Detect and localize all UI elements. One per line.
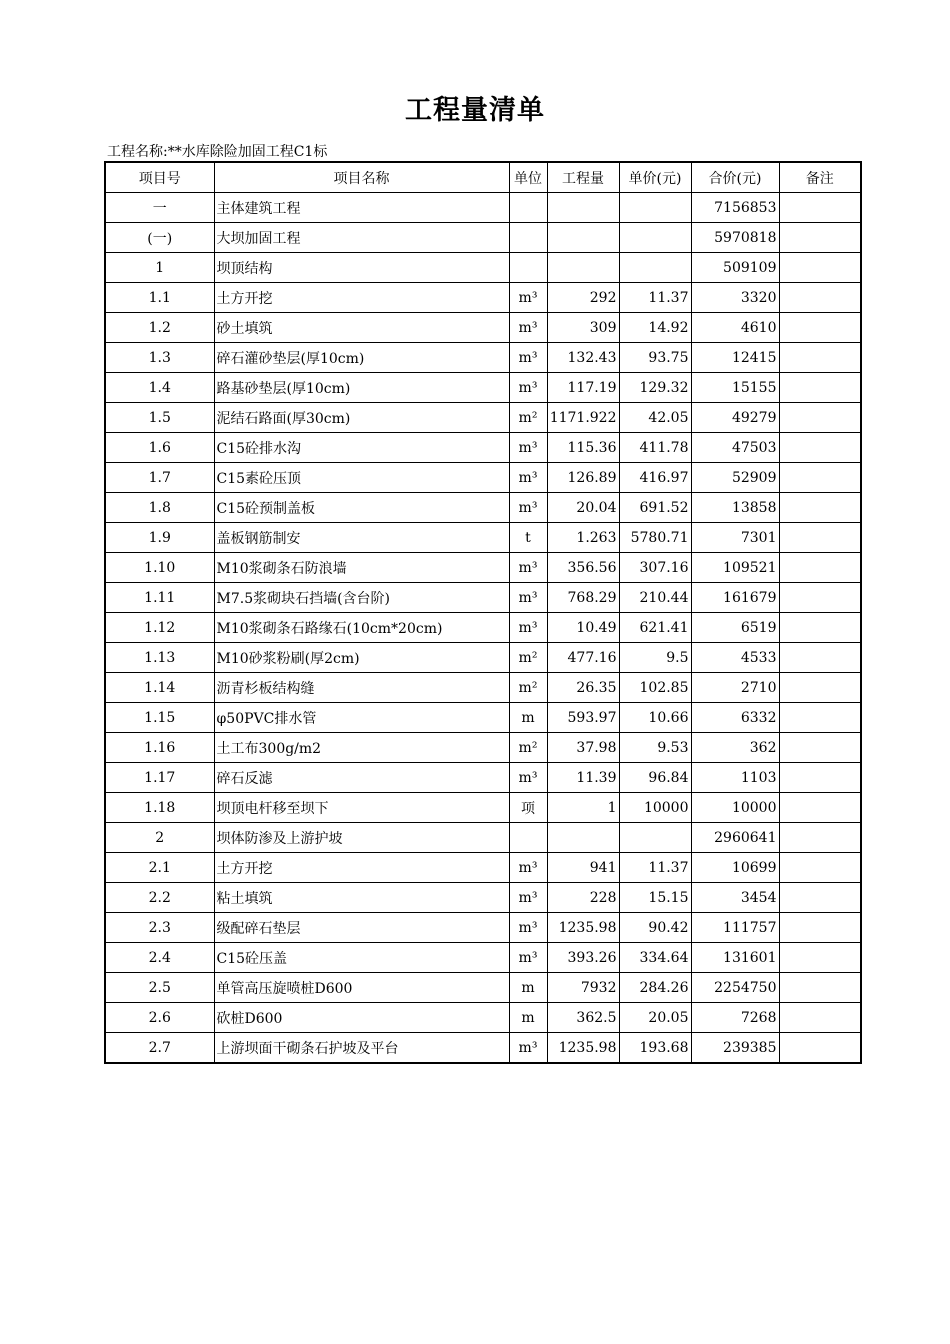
item-total-price: 2710 (691, 673, 779, 703)
item-quantity (547, 823, 619, 853)
item-total-price: 6332 (691, 703, 779, 733)
item-unit-price: 9.5 (619, 643, 691, 673)
item-no: 2.5 (105, 973, 214, 1003)
item-no: 1.17 (105, 763, 214, 793)
item-remarks (779, 193, 861, 223)
item-remarks (779, 463, 861, 493)
item-unit-price: 10000 (619, 793, 691, 823)
item-quantity: 292 (547, 283, 619, 313)
item-quantity: 356.56 (547, 553, 619, 583)
item-unit-price: 10.66 (619, 703, 691, 733)
item-quantity (547, 253, 619, 283)
item-total-price: 47503 (691, 433, 779, 463)
item-total-price: 2254750 (691, 973, 779, 1003)
item-total-price: 239385 (691, 1033, 779, 1064)
item-remarks (779, 373, 861, 403)
item-quantity: 941 (547, 853, 619, 883)
item-unit: m³ (509, 913, 547, 943)
item-unit-price: 411.78 (619, 433, 691, 463)
item-unit: m³ (509, 313, 547, 343)
item-unit-price: 42.05 (619, 403, 691, 433)
table-row (105, 613, 861, 643)
item-total-price: 10000 (691, 793, 779, 823)
item-unit-price (619, 223, 691, 253)
item-no: 2.3 (105, 913, 214, 943)
item-name: 坝顶结构 (214, 253, 509, 283)
table-row (105, 643, 861, 673)
item-unit: m (509, 1003, 547, 1033)
item-remarks (779, 523, 861, 553)
item-remarks (779, 673, 861, 703)
item-unit: m² (509, 643, 547, 673)
item-unit: t (509, 523, 547, 553)
table-row (105, 943, 861, 973)
item-remarks (779, 493, 861, 523)
item-name: M7.5浆砌块石挡墙(含台阶) (214, 583, 509, 613)
item-total-price: 10699 (691, 853, 779, 883)
item-name: 坝体防渗及上游护坡 (214, 823, 509, 853)
header-total-price: 合价(元) (691, 162, 779, 193)
item-unit (509, 223, 547, 253)
item-total-price: 111757 (691, 913, 779, 943)
item-no: 1.18 (105, 793, 214, 823)
bill-of-quantities-table (104, 161, 862, 1064)
table-row (105, 193, 861, 223)
item-name: C15砼压盖 (214, 943, 509, 973)
item-quantity: 132.43 (547, 343, 619, 373)
item-remarks (779, 703, 861, 733)
item-remarks (779, 403, 861, 433)
item-quantity (547, 223, 619, 253)
item-total-price: 362 (691, 733, 779, 763)
item-quantity: 7932 (547, 973, 619, 1003)
item-quantity (547, 193, 619, 223)
item-quantity: 26.35 (547, 673, 619, 703)
item-unit-price: 5780.71 (619, 523, 691, 553)
item-unit (509, 193, 547, 223)
item-unit-price (619, 253, 691, 283)
header-remarks: 备注 (779, 162, 861, 193)
item-quantity: 393.26 (547, 943, 619, 973)
item-name: 粘土填筑 (214, 883, 509, 913)
item-unit-price: 93.75 (619, 343, 691, 373)
table-row (105, 913, 861, 943)
table-row (105, 253, 861, 283)
item-unit: m³ (509, 373, 547, 403)
item-remarks (779, 763, 861, 793)
item-no: 1.4 (105, 373, 214, 403)
item-quantity: 115.36 (547, 433, 619, 463)
item-unit-price: 102.85 (619, 673, 691, 703)
table-row (105, 223, 861, 253)
item-name: M10浆砌条石防浪墙 (214, 553, 509, 583)
item-quantity: 126.89 (547, 463, 619, 493)
table-body (105, 193, 861, 1064)
item-quantity: 1235.98 (547, 1033, 619, 1064)
item-remarks (779, 613, 861, 643)
item-total-price: 3454 (691, 883, 779, 913)
item-quantity: 20.04 (547, 493, 619, 523)
item-quantity: 477.16 (547, 643, 619, 673)
item-name: 沥青杉板结构缝 (214, 673, 509, 703)
item-no: 2 (105, 823, 214, 853)
item-quantity: 117.19 (547, 373, 619, 403)
item-no: 1.14 (105, 673, 214, 703)
header-item-name: 项目名称 (214, 162, 509, 193)
item-total-price: 3320 (691, 283, 779, 313)
table-row (105, 853, 861, 883)
item-unit-price: 210.44 (619, 583, 691, 613)
item-total-price: 131601 (691, 943, 779, 973)
item-unit-price: 90.42 (619, 913, 691, 943)
item-name: 坝顶电杆移至坝下 (214, 793, 509, 823)
item-remarks (779, 883, 861, 913)
item-no: 1.11 (105, 583, 214, 613)
item-remarks (779, 553, 861, 583)
item-total-price: 2960641 (691, 823, 779, 853)
item-unit: m³ (509, 853, 547, 883)
table-row (105, 463, 861, 493)
item-name: 碎石灌砂垫层(厚10cm) (214, 343, 509, 373)
item-remarks (779, 583, 861, 613)
item-total-price: 12415 (691, 343, 779, 373)
item-name: 上游坝面干砌条石护坡及平台 (214, 1033, 509, 1064)
item-unit-price: 193.68 (619, 1033, 691, 1064)
item-unit-price (619, 193, 691, 223)
table-row (105, 823, 861, 853)
item-no: 1.8 (105, 493, 214, 523)
item-unit: 项 (509, 793, 547, 823)
item-name: 路基砂垫层(厚10cm) (214, 373, 509, 403)
item-name: 碎石反滤 (214, 763, 509, 793)
item-no: 2.2 (105, 883, 214, 913)
item-unit-price: 11.37 (619, 283, 691, 313)
table-row (105, 343, 861, 373)
item-total-price: 15155 (691, 373, 779, 403)
item-unit: m³ (509, 433, 547, 463)
table-row (105, 433, 861, 463)
table-row (105, 1003, 861, 1033)
table-row (105, 313, 861, 343)
item-remarks (779, 853, 861, 883)
header-unit-price: 单价(元) (619, 162, 691, 193)
item-quantity: 11.39 (547, 763, 619, 793)
item-no: 2.1 (105, 853, 214, 883)
table-row (105, 553, 861, 583)
table-row (105, 493, 861, 523)
table-row (105, 883, 861, 913)
item-unit: m³ (509, 583, 547, 613)
item-unit: m³ (509, 553, 547, 583)
item-unit-price: 334.64 (619, 943, 691, 973)
item-name: 单管高压旋喷桩D600 (214, 973, 509, 1003)
item-unit-price: 20.05 (619, 1003, 691, 1033)
table-row (105, 793, 861, 823)
item-quantity: 1171.922 (547, 403, 619, 433)
header-quantity: 工程量 (547, 162, 619, 193)
item-unit-price: 11.37 (619, 853, 691, 883)
item-unit: m³ (509, 1033, 547, 1064)
item-no: 2.6 (105, 1003, 214, 1033)
item-unit-price: 96.84 (619, 763, 691, 793)
item-remarks (779, 283, 861, 313)
item-quantity: 228 (547, 883, 619, 913)
item-unit: m² (509, 733, 547, 763)
item-name: C15砼排水沟 (214, 433, 509, 463)
item-total-price: 109521 (691, 553, 779, 583)
item-name: 砂土填筑 (214, 313, 509, 343)
item-name: 大坝加固工程 (214, 223, 509, 253)
item-unit-price: 416.97 (619, 463, 691, 493)
item-no: (一) (105, 223, 214, 253)
item-no: 1 (105, 253, 214, 283)
item-unit-price: 9.53 (619, 733, 691, 763)
item-quantity: 37.98 (547, 733, 619, 763)
item-remarks (779, 793, 861, 823)
header-item-no: 项目号 (105, 162, 214, 193)
item-unit: m³ (509, 883, 547, 913)
item-unit: m³ (509, 943, 547, 973)
item-total-price: 13858 (691, 493, 779, 523)
item-quantity: 768.29 (547, 583, 619, 613)
item-unit: m² (509, 403, 547, 433)
item-name: 泥结石路面(厚30cm) (214, 403, 509, 433)
item-total-price: 7268 (691, 1003, 779, 1033)
item-no: 1.1 (105, 283, 214, 313)
table-row (105, 283, 861, 313)
item-unit: m³ (509, 343, 547, 373)
item-unit-price: 129.32 (619, 373, 691, 403)
item-remarks (779, 643, 861, 673)
item-quantity: 362.5 (547, 1003, 619, 1033)
item-total-price: 52909 (691, 463, 779, 493)
item-unit-price: 15.15 (619, 883, 691, 913)
item-total-price: 4533 (691, 643, 779, 673)
item-remarks (779, 343, 861, 373)
item-unit: m (509, 703, 547, 733)
item-unit-price: 691.52 (619, 493, 691, 523)
item-remarks (779, 1003, 861, 1033)
item-unit-price: 307.16 (619, 553, 691, 583)
item-name: C15砼预制盖板 (214, 493, 509, 523)
item-total-price: 49279 (691, 403, 779, 433)
item-unit: m³ (509, 613, 547, 643)
project-name: 工程名称:**水库除险加固工程C1标 (107, 144, 328, 160)
item-no: 1.15 (105, 703, 214, 733)
item-unit: m³ (509, 493, 547, 523)
table-row (105, 403, 861, 433)
item-unit: m (509, 973, 547, 1003)
item-total-price: 7156853 (691, 193, 779, 223)
item-no: 1.16 (105, 733, 214, 763)
item-quantity: 309 (547, 313, 619, 343)
table-row (105, 523, 861, 553)
item-quantity: 1235.98 (547, 913, 619, 943)
item-unit-price: 14.92 (619, 313, 691, 343)
item-remarks (779, 973, 861, 1003)
item-quantity: 1.263 (547, 523, 619, 553)
header-unit: 单位 (509, 162, 547, 193)
item-total-price: 6519 (691, 613, 779, 643)
item-no: 一 (105, 193, 214, 223)
item-no: 1.10 (105, 553, 214, 583)
item-no: 1.13 (105, 643, 214, 673)
item-name: C15素砼压顶 (214, 463, 509, 493)
table-row (105, 973, 861, 1003)
item-remarks (779, 943, 861, 973)
item-name: 土方开挖 (214, 853, 509, 883)
item-unit (509, 253, 547, 283)
item-unit-price (619, 823, 691, 853)
item-remarks (779, 313, 861, 343)
item-remarks (779, 1033, 861, 1064)
item-remarks (779, 913, 861, 943)
item-unit: m³ (509, 463, 547, 493)
item-remarks (779, 253, 861, 283)
item-unit-price: 284.26 (619, 973, 691, 1003)
item-name: M10浆砌条石路缘石(10cm*20cm) (214, 613, 509, 643)
item-unit: m³ (509, 763, 547, 793)
item-name: 主体建筑工程 (214, 193, 509, 223)
table-header-row (105, 162, 861, 193)
item-no: 1.9 (105, 523, 214, 553)
table-row (105, 583, 861, 613)
table-row (105, 703, 861, 733)
item-total-price: 161679 (691, 583, 779, 613)
item-remarks (779, 223, 861, 253)
item-name: 砍桩D600 (214, 1003, 509, 1033)
item-no: 1.7 (105, 463, 214, 493)
item-no: 1.2 (105, 313, 214, 343)
item-remarks (779, 733, 861, 763)
item-name: 盖板钢筋制安 (214, 523, 509, 553)
item-name: φ50PVC排水管 (214, 703, 509, 733)
item-unit: m² (509, 673, 547, 703)
item-no: 1.6 (105, 433, 214, 463)
item-quantity: 1 (547, 793, 619, 823)
table-row (105, 1033, 861, 1064)
item-no: 1.12 (105, 613, 214, 643)
item-total-price: 509109 (691, 253, 779, 283)
item-total-price: 5970818 (691, 223, 779, 253)
item-unit-price: 621.41 (619, 613, 691, 643)
item-no: 1.3 (105, 343, 214, 373)
item-unit (509, 823, 547, 853)
table-row (105, 763, 861, 793)
item-no: 1.5 (105, 403, 214, 433)
item-total-price: 7301 (691, 523, 779, 553)
item-quantity: 10.49 (547, 613, 619, 643)
item-total-price: 1103 (691, 763, 779, 793)
page-title: 工程量清单 (405, 95, 545, 126)
item-no: 2.4 (105, 943, 214, 973)
item-name: 土工布300g/m2 (214, 733, 509, 763)
item-remarks (779, 433, 861, 463)
item-quantity: 593.97 (547, 703, 619, 733)
item-remarks (779, 823, 861, 853)
item-name: 级配碎石垫层 (214, 913, 509, 943)
item-unit: m³ (509, 283, 547, 313)
table-row (105, 733, 861, 763)
item-name: 土方开挖 (214, 283, 509, 313)
item-total-price: 4610 (691, 313, 779, 343)
item-no: 2.7 (105, 1033, 214, 1064)
item-name: M10砂浆粉刷(厚2cm) (214, 643, 509, 673)
table-row (105, 673, 861, 703)
table-row (105, 373, 861, 403)
